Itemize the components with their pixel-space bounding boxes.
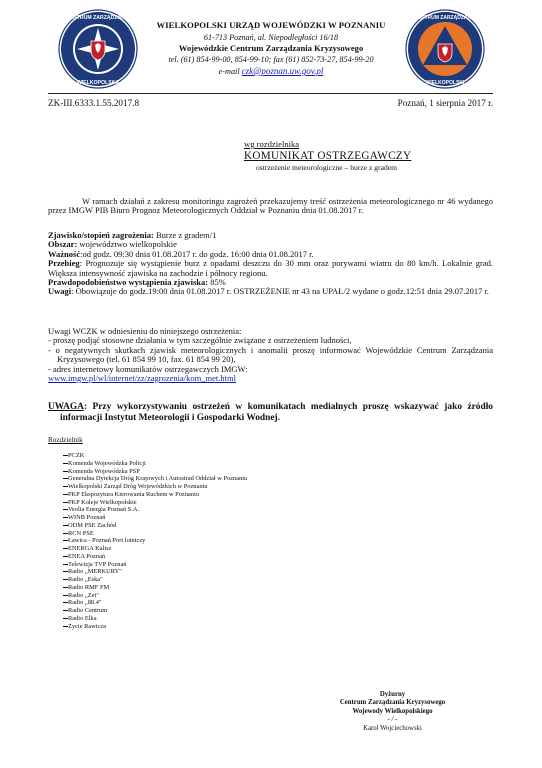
area-label: Obszar: (48, 239, 78, 250)
recipient-name: WINB Poznań (68, 514, 106, 521)
notice-label: UWAGA (48, 402, 84, 412)
imgw-warnings-link[interactable]: www.imgw.pl/wl/internet/zz/zagrozenia/kom_met.html (48, 373, 236, 384)
distribution-heading: wg rozdzielnika (244, 139, 300, 149)
recipient-item (63, 607, 107, 615)
probability-label: Prawdopodobieństwo wystąpienia zjawiska: (48, 277, 209, 288)
recipient-item (63, 522, 116, 530)
wczk-remarks (48, 327, 493, 383)
signature-center: Centrum Zarządzania Kryzysowego (339, 699, 446, 707)
contact-phones: tel. (61) 854-99-00, 854-99-10; fax (61) 852-73-27, 854-99-20 (168, 55, 374, 64)
recipient-name: Życie Rawicza (68, 622, 107, 630)
signature-role: Dyżurny (379, 691, 406, 698)
remarks-heading: Uwagi WCZK w odniesieniu do niniejszego ostrzeżenia: (48, 326, 242, 336)
email-link[interactable]: czk@poznan.uw.gov.pl (241, 66, 324, 76)
recipient-item (63, 568, 122, 576)
recipient-name: Radio „88.4" (68, 599, 102, 607)
document-title: KOMUNIKAT OSTRZEGAWCZY (244, 150, 412, 162)
recipient-name: ENEA Poznań (68, 552, 106, 560)
recipient-item (63, 468, 140, 476)
recipient-name: Telewizja TVP Poznań (68, 560, 127, 568)
validity-value: :od godz. 09:30 dnia 01.08.2017 r. do godz. 16:00 dnia 01.08.2017 r. (80, 248, 314, 259)
hazard-value: Burze z gradem/1 (153, 230, 217, 240)
recipient-name: Komenda Wojewódzka Policji (68, 459, 146, 467)
recipient-item (63, 623, 106, 631)
recipient-item (63, 530, 94, 538)
area-value: województwo wielkopolskie (77, 239, 177, 250)
recipient-item (63, 514, 105, 522)
notes-row (48, 287, 493, 296)
recipient-name: Ławica - Poznań Port lotniczy (68, 537, 146, 545)
czk-right-logo (405, 9, 485, 89)
document-date: Poznań, 1 sierpnia 2017 r. (397, 98, 493, 108)
signature-name: Karol Wojciechowski (363, 724, 422, 732)
remark-item: - adres internetowy komunikatów ostrzegawczych IMGW: (48, 363, 248, 374)
recipient-item (63, 452, 84, 460)
notice-text: : Przy wykorzystywaniu ostrzeżeń w komunikatach medialnych proszę wskazywać jako źródło informacji Instytut Meteorologii i Gospodarki Wodnej. (60, 402, 493, 423)
recipient-name: Radio „MERKURY" (68, 568, 122, 576)
recipient-name: PKP Koleje Wielkopolskie (68, 498, 137, 506)
remark-item: - o negatywnych skutkach zjawisk meteorologicznych i anomalii proszę informować Wojewódzkie Centrum Zarządzania Kryzysowego (tel. 61 854 99 10, fax. 61 854 99 20), (48, 344, 493, 365)
recipient-item (63, 576, 103, 584)
recipient-item (63, 599, 102, 607)
recipient-name: RCN PSE (68, 529, 94, 537)
signature-office: Wojewody Wielkopolskiego (352, 707, 433, 715)
recipient-item (63, 545, 112, 553)
signature-block (300, 691, 485, 733)
crisis-center-name: Wojewódzkie Centrum Zarządzania Kryzysowego (178, 43, 364, 53)
recipient-item (63, 584, 109, 592)
notes-label: Uwagi (48, 286, 72, 297)
recipient-name: ODM PSE Zachód (68, 521, 117, 529)
probability-value: 85% (208, 277, 226, 288)
recipient-item (63, 537, 145, 545)
svg-text:WIELKOPOLSKI: WIELKOPOLSKI (425, 80, 465, 86)
notes-value: : Obowiązuje do godz.19:00 dnia 01.08.2017 r. OSTRZEŻENIE nr 43 na UPAŁ/2 wydane o godz.12:51 dnia 29.07.2017 r. (71, 286, 489, 297)
recipient-name: Radio Centrum (68, 607, 108, 614)
recipient-item (63, 499, 137, 507)
recipient-item (63, 483, 208, 491)
recipient-name: Veolia Energia Poznań S.A. (68, 506, 140, 514)
recipient-name: Wielkopolski Zarząd Dróg Wojewódzkich w Poznaniu (68, 483, 208, 490)
distribution-list-heading: Rozdzielnik (48, 436, 83, 444)
validity-label: Ważność (48, 248, 81, 259)
course-value: : Prognozuje się wystąpienie burz z opadami deszczu do 30 mm oraz porywami wiatru do 80 km/h. Lokalnie grad. Większa intensywność zjawiska na zachodzie i północy regionu. (48, 258, 493, 278)
recipient-item (63, 553, 105, 561)
svg-text:CENTRUM ZARZĄDZANIA: CENTRUM ZARZĄDZANIA (65, 15, 131, 21)
wczk-left-logo (58, 9, 138, 89)
reference-number: ZK-III.6333.1.55.2017.8 (48, 98, 140, 108)
recipient-name: Generalna Dyrekcja Dróg Krajowych i Autostrad Oddział w Poznaniu (68, 475, 248, 483)
recipient-name: Radio „Zet" (68, 591, 99, 599)
svg-text:CENTRUM ZARZĄDZANIA: CENTRUM ZARZĄDZANIA (413, 15, 477, 21)
recipient-name: Radio Elka (68, 614, 97, 622)
recipient-name: Komenda Wojewódzka PSP (68, 467, 140, 475)
recipient-name: PCZK (68, 452, 85, 459)
recipient-item (63, 615, 97, 623)
header-divider (48, 93, 493, 94)
signature-mark: - / - (387, 716, 398, 724)
institution-name: WIELKOPOLSKI URZĄD WOJEWÓDZKI W POZNANIU (156, 20, 386, 30)
recipient-name: ENERGA Kalisz (68, 545, 112, 552)
recipient-item (63, 491, 199, 499)
recipient-name: PKP Ekspozytura Kierowania Ruchem w Poznaniu (68, 490, 199, 498)
recipient-item (63, 561, 126, 569)
recipient-item (63, 460, 146, 468)
remark-item: - proszę podjąć stosowne działania w tym szczególnie związane z ostrzeżeniem ludności, (48, 335, 352, 346)
course-row (48, 259, 493, 278)
hazard-label: Zjawisko/stopień zagrożenia: (48, 230, 154, 240)
document-subtitle: ostrzeżenie meteorologiczne – burze z gradem (256, 163, 398, 172)
contact-email-line (140, 66, 402, 77)
recipient-name: Radio RMF FM (68, 583, 110, 591)
recipient-item (63, 475, 247, 483)
svg-text:WIELKOPOLSKA: WIELKOPOLSKA (76, 80, 120, 86)
institution-address: 61-713 Poznań, al. Niepodległości 16/18 (203, 33, 339, 42)
media-notice (48, 402, 493, 424)
recipient-item (63, 592, 99, 600)
warning-fields (48, 231, 493, 297)
intro-paragraph: W ramach działań z zakresu monitoringu zagrożeń przekazujemy treść ostrzeżenia meteorologicznego nr 46 wydanego przez IMGW PIB Biuro Prognoz Meteorologicznych Oddział w Poznaniu dnia 01.08.2017 r. (48, 196, 493, 216)
email-label: e-mail (218, 67, 242, 76)
course-label: Przebieg (48, 258, 80, 269)
recipient-name: Radio „Eska" (68, 576, 103, 583)
recipient-item (63, 506, 139, 514)
